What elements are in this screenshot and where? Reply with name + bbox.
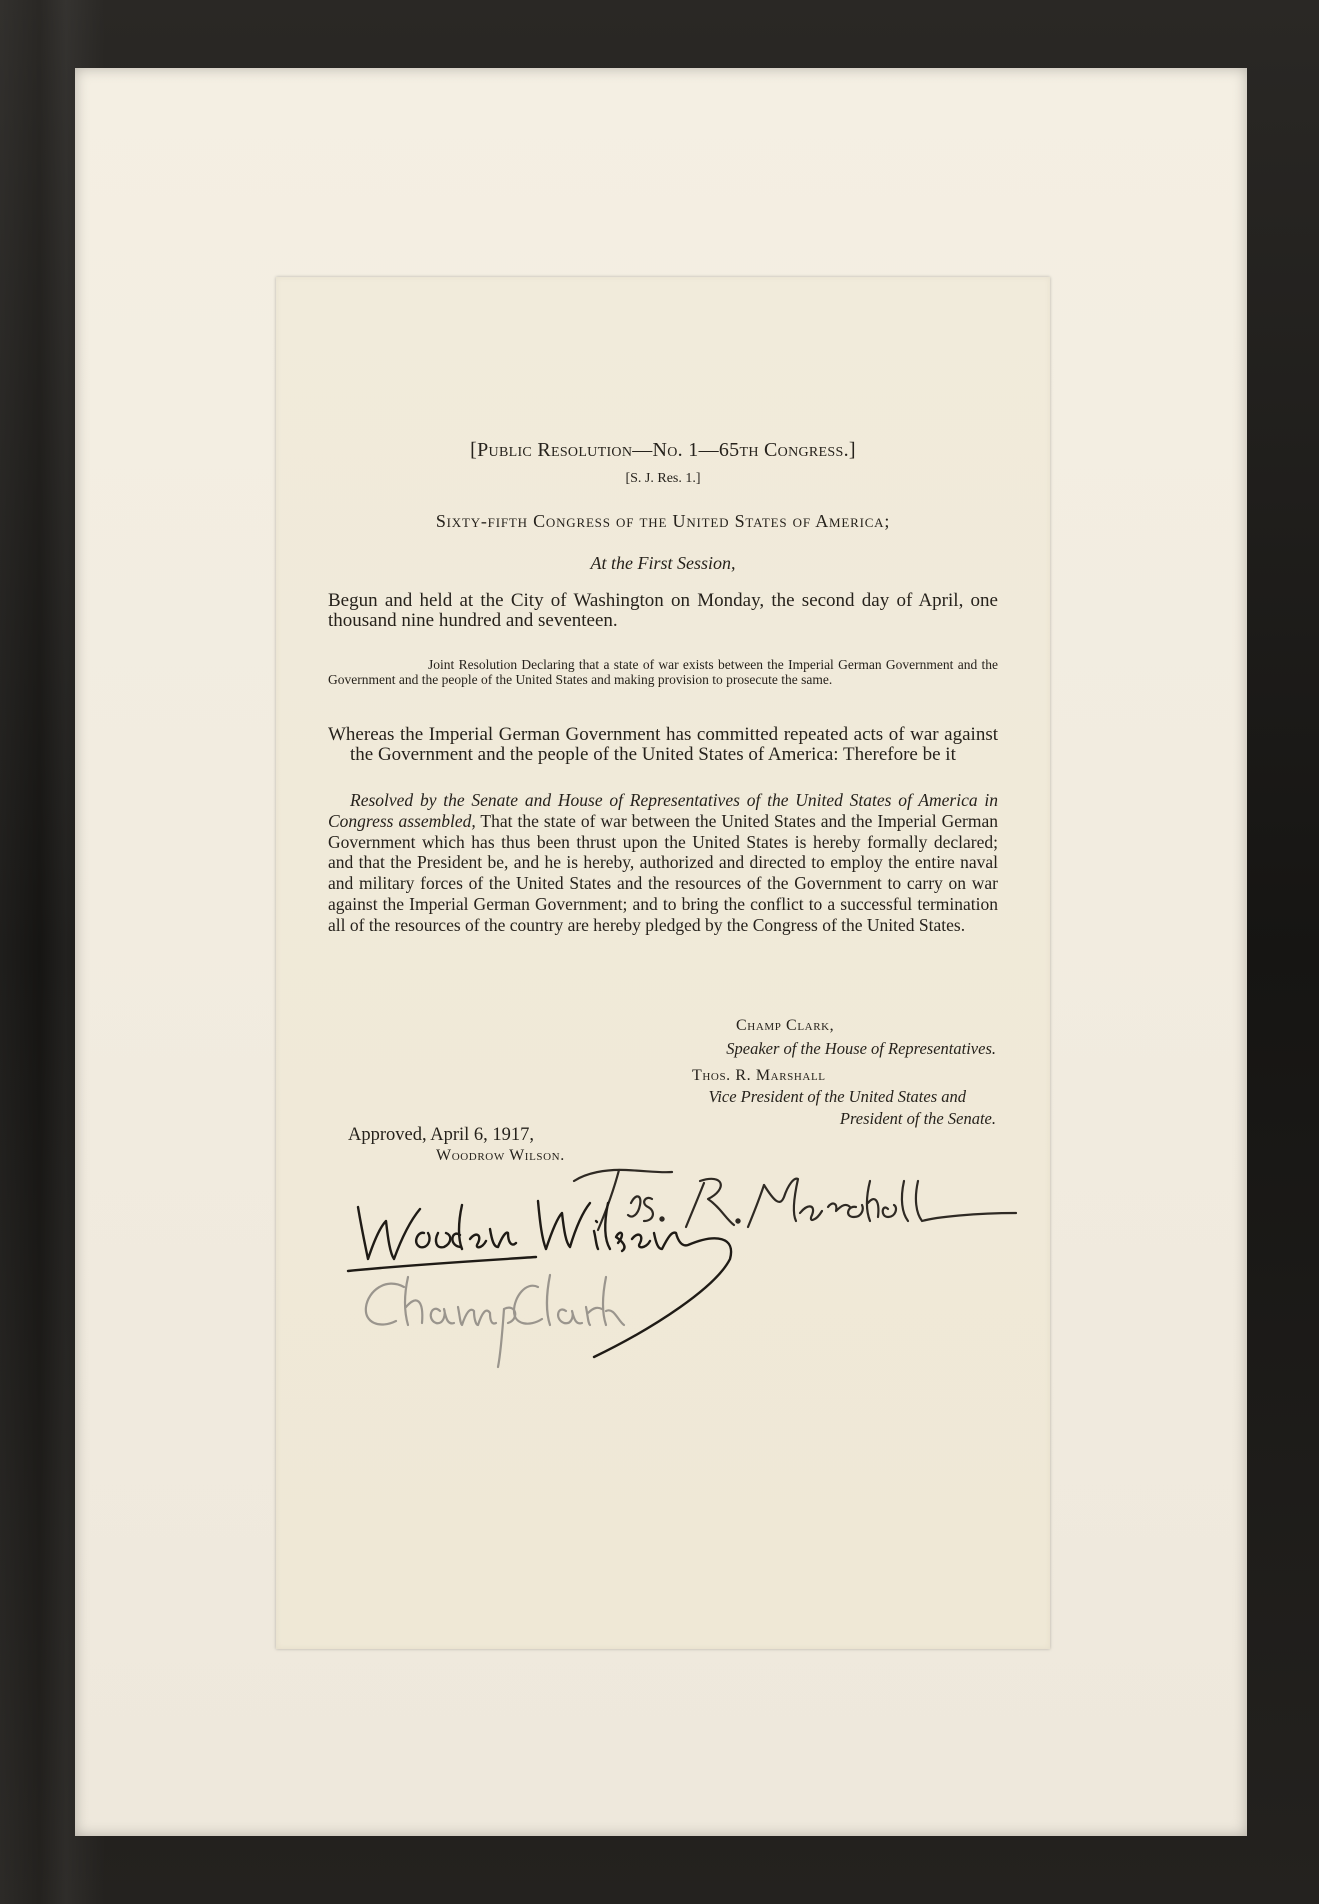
president-name: Woodrow Wilson. <box>436 1147 565 1164</box>
joint-resolution-title: Joint Resolution Declaring that a state of war exists between the Imperial German Government and the Government and the people of the United States and making provision to prosecute the same. <box>328 657 998 687</box>
vp-name: Thos. R. Marshall <box>692 1067 826 1084</box>
vp-title-line1: Vice President of the United States and <box>708 1087 966 1106</box>
begun-paragraph: Begun and held at the City of Washington on Monday, the second day of April, one thousand nine hundred and seventeen. <box>328 590 998 631</box>
session-line: At the First Session, <box>590 553 736 573</box>
resolved-body: That the state of war between the United States and the Imperial German Government which has thus been thrust upon the United States is hereby formally declared; and that the President be, and he is hereby, authorized and directed to employ the entire naval and military forces of the United States and the resources of the Government to carry on war against the Imperial German Government; and to bring the conflict to a successful termination all of the resources of the country are hereby pledged by the Congress of the United States. <box>328 810 998 935</box>
resolved-intro: Resolved by the Senate and House of Representatives of the United States of America in Congress assembled, <box>328 790 998 831</box>
speaker-name: Champ Clark, <box>736 1017 835 1034</box>
clark-signature <box>276 277 1050 1649</box>
vp-title-line2: President of the Senate. <box>839 1109 996 1128</box>
approved-line: Approved, April 6, 1917, <box>348 1125 535 1145</box>
whereas-paragraph: Whereas the Imperial German Government has committed repeated acts of war against the Government and the people of the United States of America: Therefore be it <box>328 724 998 765</box>
bill-number: [S. J. Res. 1.] <box>625 471 701 486</box>
congress-title: Sixty-fifth Congress of the United States of America; <box>435 511 891 531</box>
resolution-document <box>276 277 1050 1649</box>
resolution-header: [Public Resolution—No. 1—65th Congress.] <box>470 439 856 461</box>
speaker-title: Speaker of the House of Representatives. <box>726 1039 996 1058</box>
